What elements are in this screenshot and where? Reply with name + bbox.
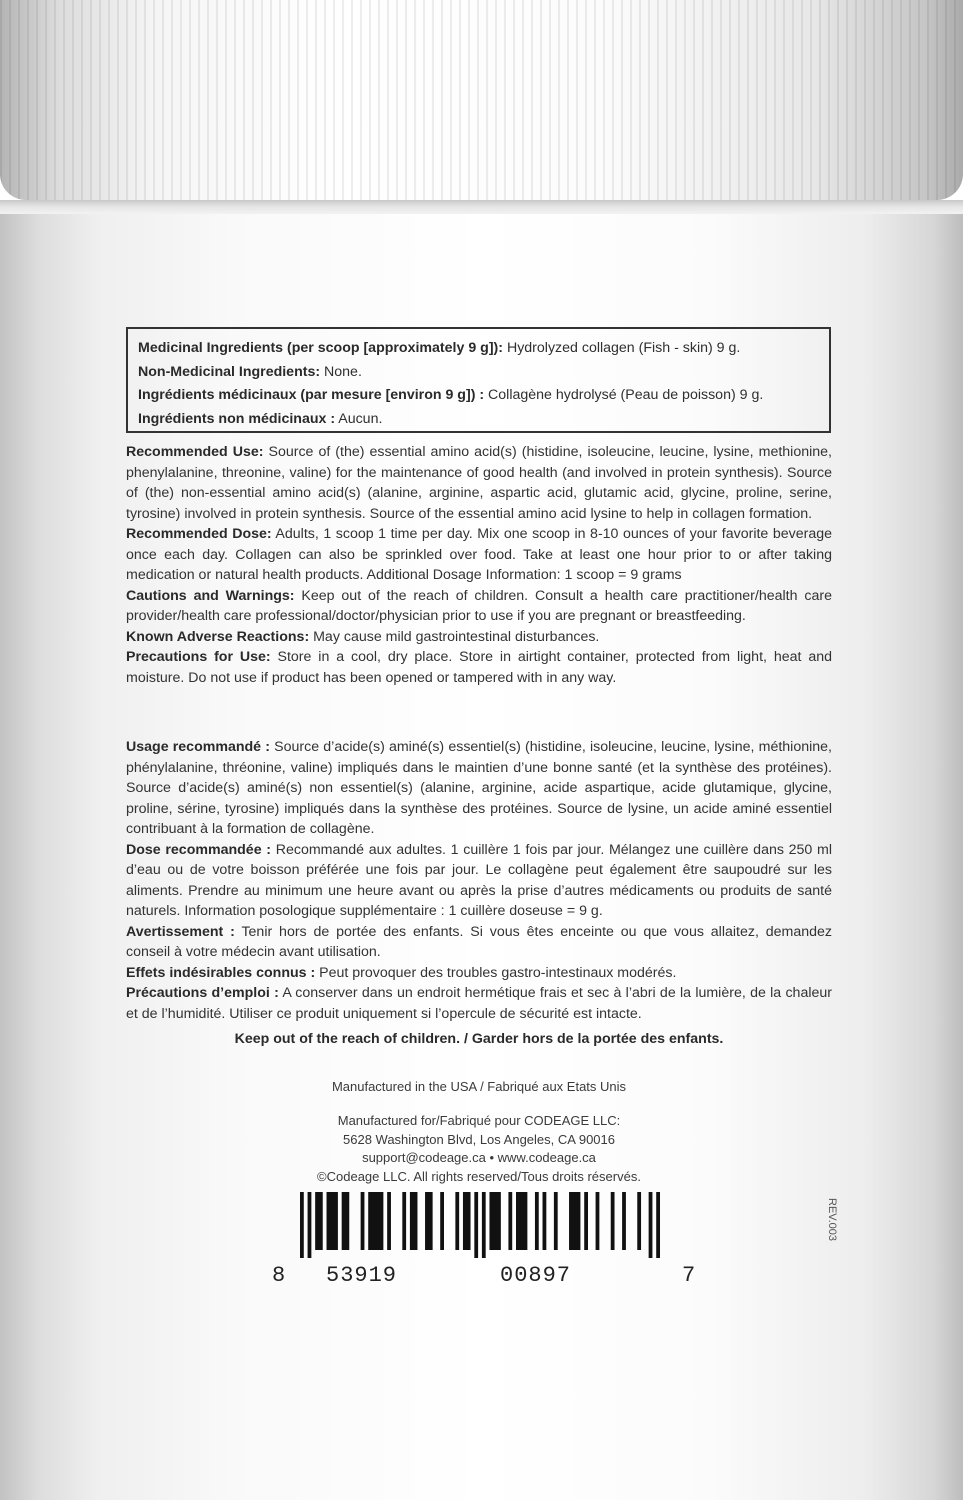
recommended-dose-text: Adults, 1 scoop 1 time per day. Mix one scoop in 8-10 ounces of your favorite beverage once each day. Collagen can also be sprinkled over food. Take at least one hour prior to or after taking medication or natural health products. Additional Dosage Information: 1 scoop = 9 grams <box>126 526 833 583</box>
cautions-warnings <box>126 586 832 627</box>
barcode-bar <box>300 1192 304 1258</box>
english-directions <box>126 442 832 688</box>
barcode-bar <box>596 1192 600 1250</box>
recommended-dose <box>126 524 832 586</box>
barcode-bar <box>649 1192 653 1258</box>
effets-text: Peut provoquer des troubles gastro-intestinaux modérés. <box>315 964 677 981</box>
recommended-use-label: Recommended Use: <box>126 444 264 460</box>
avertissement-text: Tenir hors de portée des enfants. Si vous êtes enceinte ou que vous allaitez, demandez conseil à votre médecin avant utilisation. <box>126 923 832 960</box>
cautions-text: Keep out of the reach of children. Consult a health care practitioner/health care provider/health care professional/doctor/physician prior to use if you are pregnant or breastfeeding. <box>126 587 832 624</box>
effets-indesirables <box>126 963 832 984</box>
precautions-text: Store in a cool, dry place. Store in airtight container, protected from light, heat and moisture. Do not use if product has been opened or tampered with in any way. <box>126 649 832 686</box>
barcode-bar <box>425 1192 433 1250</box>
cautions-label: Cautions and Warnings: <box>126 587 295 604</box>
barcode <box>300 1192 660 1258</box>
barcode-bar <box>584 1192 588 1250</box>
barcode-bar <box>622 1192 626 1250</box>
jar-lid <box>0 0 963 200</box>
barcode-bar <box>308 1192 312 1258</box>
barcode-bar <box>387 1192 391 1250</box>
barcode-bar <box>637 1192 641 1250</box>
en-nonmedicinal-value: None. <box>320 363 362 380</box>
barcode-check-digit: 7 <box>682 1263 697 1288</box>
precautions-emploi <box>126 983 832 1024</box>
revision-code: REV.003 <box>826 1198 838 1242</box>
recommended-use-text: Source of (the) essential amino acid(s) (histidine, isoleucine, leucine, lysine, methionine, phenylalanine, threonine, valine) for the maintenance of good health (and involved in protein synthesis). Source of (the) non-essential amino acid(s) (alanine, arginine, aspartic acid, glutamic acid, glycine, proline, serine, tyrosine) involved in protein synthesis. Source of the essential amino acid lysine to help in collagen formation. <box>126 444 832 522</box>
manufacturer-address <box>126 1112 832 1186</box>
manufactured-in: Manufactured in the USA / Fabriqué aux Etats Unis <box>331 1079 627 1094</box>
en-medicinal-line <box>138 337 819 361</box>
en-nonmedicinal-line <box>138 361 819 385</box>
barcode-bar <box>463 1192 471 1250</box>
barcode-bar <box>543 1192 547 1250</box>
barcode-bar <box>569 1192 580 1250</box>
ingredients-box <box>126 327 831 433</box>
barcode-bar <box>361 1192 365 1250</box>
barcode-bar <box>554 1192 558 1250</box>
en-medicinal-label: Medicinal Ingredients (per scoop [approximately 9 g]): <box>138 340 503 356</box>
dose-text-fr: Recommandé aux adultes. 1 cuillère 1 fois par jour. Mélangez une cuillère dans 250 ml d’eau ou de votre boisson préférée une fois par jour. Le collagène peut également être saupoudré sur les aliments. Prendre au minimum une heure avant ou après la prise d’autres médicaments ou produits de santé naturels. Information posologique supplémentaire : 1 cuillère doseuse = 9 g. <box>126 841 832 919</box>
usage-label: Usage recommandé : <box>126 739 270 755</box>
en-nonmedicinal-label: Non-Medicinal Ingredients: <box>138 363 321 380</box>
known-adverse-reactions <box>126 627 832 648</box>
avertissement-label: Avertissement : <box>126 923 235 940</box>
french-directions <box>126 737 832 1024</box>
barcode-bar <box>489 1192 500 1250</box>
barcode-lead-digit: 8 <box>272 1263 287 1288</box>
en-medicinal-value: Hydrolyzed collagen (Fish - skin) 9 g. <box>503 340 741 356</box>
barcode-bar <box>410 1192 418 1250</box>
barcode-bar <box>508 1192 512 1250</box>
barcode-bar <box>455 1192 459 1250</box>
barcode-bar <box>482 1192 486 1258</box>
address-line-3: support@codeage.ca • www.codeage.ca <box>362 1150 596 1165</box>
address-line-1: Manufactured for/Fabriqué pour CODEAGE LLC: <box>337 1113 621 1128</box>
fr-medicinal-line <box>138 384 819 408</box>
barcode-left-digits: 53919 <box>326 1263 398 1288</box>
effets-label: Effets indésirables connus : <box>126 964 316 981</box>
barcode-bar <box>440 1192 444 1250</box>
barcode-bar <box>535 1192 539 1250</box>
precautions-emploi-text: A conserver dans un endroit hermétique frais et sec à l’abri de la lumière, de la chaleur et de l’humidité. Utiliser ce produit uniquement si l’opercule de sécurité est intacte. <box>126 985 832 1022</box>
adverse-text: May cause mild gastrointestinal disturbances. <box>309 628 600 645</box>
fr-medicinal-value: Collagène hydrolysé (Peau de poisson) 9 g. <box>484 387 764 403</box>
adverse-label: Known Adverse Reactions: <box>126 628 310 645</box>
usage-recommande <box>126 737 832 840</box>
usage-text: Source d’acide(s) aminé(s) essentiel(s) (histidine, isoleucine, leucine, lysine, méthionine, phénylalanine, thréonine, valine) impliqués dans le maintien d’une bonne santé (et la synthèse des protéines). Source d’acide(s) aminé(s) non essentiel(s) (alanine, arginine, acide aspartique, acide glutamique, glycine, proline, sérine, tyrosine) impliqués dans la synthèse des protéines. Source de lysine, un acide aminé essentiel contribuant à la formation de collagène. <box>126 739 832 837</box>
barcode-bar <box>327 1192 338 1250</box>
barcode-bar <box>342 1192 350 1250</box>
barcode-bar <box>611 1192 615 1250</box>
barcode-bar <box>516 1192 527 1250</box>
children-warning: Keep out of the reach of children. / Garder hors de la portée des enfants. <box>234 1031 724 1047</box>
precautions-label: Precautions for Use: <box>126 649 271 665</box>
address-line-4: ©Codeage LLC. All rights reserved/Tous droits réservés. <box>317 1168 641 1184</box>
precautions-for-use <box>126 647 832 688</box>
lid-band <box>0 200 963 214</box>
dose-recommandee <box>126 840 832 922</box>
recommended-use <box>126 442 832 524</box>
barcode-bar <box>368 1192 383 1250</box>
precautions-emploi-label: Précautions d’emploi : <box>126 985 279 1001</box>
recommended-dose-label: Recommended Dose: <box>126 526 272 542</box>
avertissement <box>126 922 832 963</box>
dose-label-fr: Dose recommandée : <box>126 841 272 858</box>
barcode-bar <box>474 1192 478 1258</box>
address-line-2: 5628 Washington Blvd, Los Angeles, CA 90016 <box>343 1131 615 1147</box>
fr-nonmedicinal-label: Ingrédients non médicinaux : <box>138 410 336 427</box>
barcode-bar <box>315 1192 323 1250</box>
barcode-bar <box>656 1192 660 1258</box>
barcode-bar <box>402 1192 406 1250</box>
fr-nonmedicinal-line <box>138 408 819 432</box>
fr-medicinal-label: Ingrédients médicinaux (par mesure [environ 9 g]) : <box>138 387 485 403</box>
fr-nonmedicinal-value: Aucun. <box>335 410 383 427</box>
barcode-right-digits: 00897 <box>500 1263 572 1288</box>
